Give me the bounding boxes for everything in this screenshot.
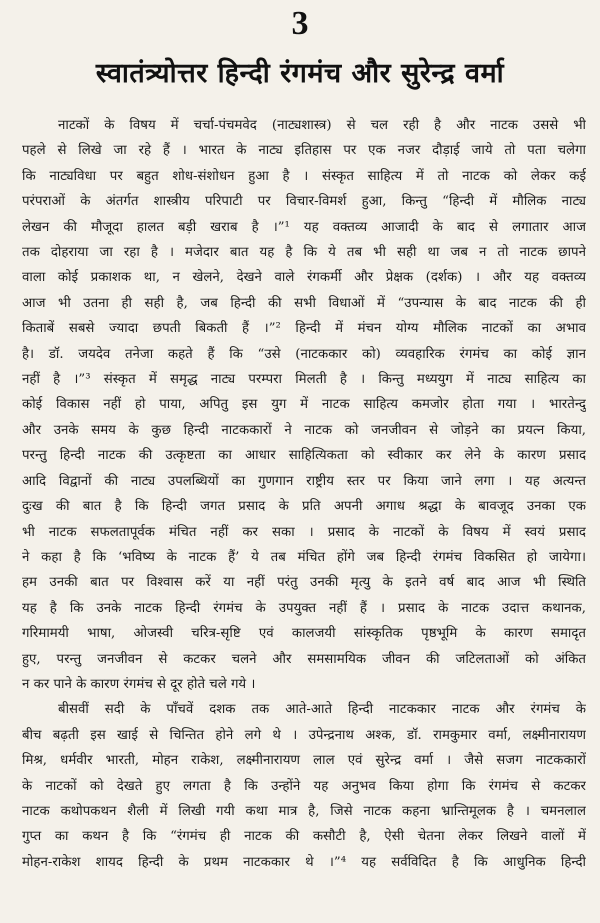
text-line: तक दोहराया जा रहा है । मजेदार बात यह है कि ये तब भी सही था जब न तो नाटक छापने xyxy=(22,245,586,261)
text-line: नाटकों के विषय में चर्चा-पंचमवेद (नाट्यशास्त्र) से चल रही है और नाटक उससे भी xyxy=(58,118,586,133)
text-line: नहीं है ।”³ संस्कृत में समृद्ध नाट्य परम्परा मिलती है । किन्तु मध्ययुग में नाट्य साहित्य का xyxy=(22,372,586,388)
text-line: मोहन-राकेश शायद हिन्दी के प्रथम नाटककार थे ।”⁴ यह सर्वविदित है कि आधुनिक हिन्दी xyxy=(22,854,586,870)
text-line: पहले से लिखे जा रहे हैं । भारत के नाट्य इतिहास पर एक नजर दौड़ाई जाये तो पता चलेगा xyxy=(22,143,586,159)
paragraph-2 xyxy=(22,697,586,875)
text-line: मिश्र, धर्मवीर भारती, मोहन राकेश, लक्ष्मीनारायण लाल एवं सुरेन्द्र वर्मा । जैसे सजग नाटककारों xyxy=(22,753,586,769)
text-line: परन्तु हिन्दी नाटक की उत्कृष्टता का आधार साहित्यिकता को स्वीकार कर लेने के कारण प्रसाद xyxy=(22,448,586,464)
chapter-number: 3 xyxy=(291,5,309,42)
text-line: है। डॉ. जयदेव तनेजा कहते हैं कि “उसे (नाटककार को) व्यवहारिक रंगमंच का कोई ज्ञान xyxy=(22,346,586,362)
text-line: गरिमामयी भाषा, ओजस्वी चरित्र-सृष्टि एवं कालजयी सांस्कृतिक पृष्ठभूमि के कारण समादृत xyxy=(22,626,586,642)
text-line: नाटक कथोपकथन शैली में लिखी गयी कथा मात्र है, जिसे नाटक कहना भ्रान्तिमूलक है । चमनलाल xyxy=(22,803,586,819)
text-line: बीच बढ़ती इस खाई से चिन्तित होने लगे थे । उपेन्द्रनाथ अश्क, डॉ. रामकुमार वर्मा, लक्ष्मीनारायण xyxy=(22,727,586,743)
text-line: परंपराओं के अंतर्गत शास्त्रीय परिपाटी पर विचार-विमर्श हुआ, किन्तु “हिन्दी में मौलिक नाट्य xyxy=(22,194,586,210)
text-line: भी नाटक सफलतापूर्वक मंचित नहीं कर सका । प्रसाद के नाटकों के विषय में स्वयं प्रसाद xyxy=(22,524,586,540)
text-line: कि नाट्यविधा पर बहुत शोध-संशोधन हुआ है । संस्कृत साहित्य में तो नाटक को लेकर कई xyxy=(22,168,586,184)
body-text xyxy=(22,113,586,875)
chapter-title: स्वातंत्र्योत्तर हिन्दी रंगमंच और सुरेन्द्र वर्मा xyxy=(95,58,505,89)
text-line: और उनके समय के कुछ हिन्दी नाटककारों ने नाटक को जनजीवन से जोड़ने का प्रयत्न किया, xyxy=(22,422,586,438)
paragraph-1 xyxy=(22,113,586,697)
text-line: हुए, परन्तु जनजीवन से कटकर चलने और समसामयिक जीवन की जटिलताओं को अंकित xyxy=(22,651,586,667)
text-line: बीसवीं सदी के पाँचवें दशक तक आते-आते हिन्दी नाटककार नाटक और रंगमंच के xyxy=(58,702,586,718)
text-line: कोई विकास नहीं हो पाया, अपितु इस युग में नाटक साहित्य कमजोर होता गया । भारतेन्दु xyxy=(22,397,586,413)
text-line: न कर पाने के कारण रंगमंच से दूर होते चले गये । xyxy=(22,676,256,692)
text-line: किताबें सबसे ज्यादा छपती बिकती हैं ।”² हिन्दी में मंचन योग्य मौलिक नाटकों का अभाव xyxy=(22,321,586,337)
text-line: यह है कि उनके नाटक हिन्दी रंगमंच के उपयुक्त नहीं हैं । प्रसाद के नाटक उदात्त कथानक, xyxy=(22,600,586,616)
text-line: वाला कोई प्रकाशक था, न खेलने, देखने वाले रंगकर्मी और प्रेक्षक (दर्शक) । और यह वक्तव्य xyxy=(22,270,586,286)
text-line: आदि विद्वानों की नाट्य उपलब्धियों का गुणगान राष्ट्रीय स्तर पर किया जाने लगा । यह अत्यन्त xyxy=(22,473,586,489)
text-line: ने कहा है कि ‘भविष्य के नाटक हैं’ ये तब मंचित होंगे जब हिन्दी रंगमंच विकसित हो जायेगा। xyxy=(22,549,586,565)
text-line: लेखन की मौजूदा हालत बड़ी खराब है ।”¹ यह वक्तव्य आजादी के बाद से लगातार आज xyxy=(22,219,586,235)
text-line: दुःख की बात है कि हिन्दी जगत प्रसाद के प्रति अपनी अगाध श्रद्धा के बावजूद उनका एक xyxy=(22,499,586,515)
text-line: गुप्त का कथन है कि “रंगमंच ही नाटक की कसौटी है, ऐसी चेतना लेकर लिखने वालों में xyxy=(22,829,586,845)
text-line: के नाटकों को देखते हुए लगता है कि उन्होंने यह अनुभव किया होगा कि रंगमंच से कटकर xyxy=(22,778,586,794)
text-line: आज भी उतना ही सही है, जब हिन्दी की सभी विधाओं में “उपन्यास के बाद नाटक की ही xyxy=(22,295,586,311)
text-line: हम उनकी बात पर विश्वास करें या नहीं परंतु उनकी मृत्यु के इतने वर्ष बाद आज भी स्थिति xyxy=(22,575,586,591)
